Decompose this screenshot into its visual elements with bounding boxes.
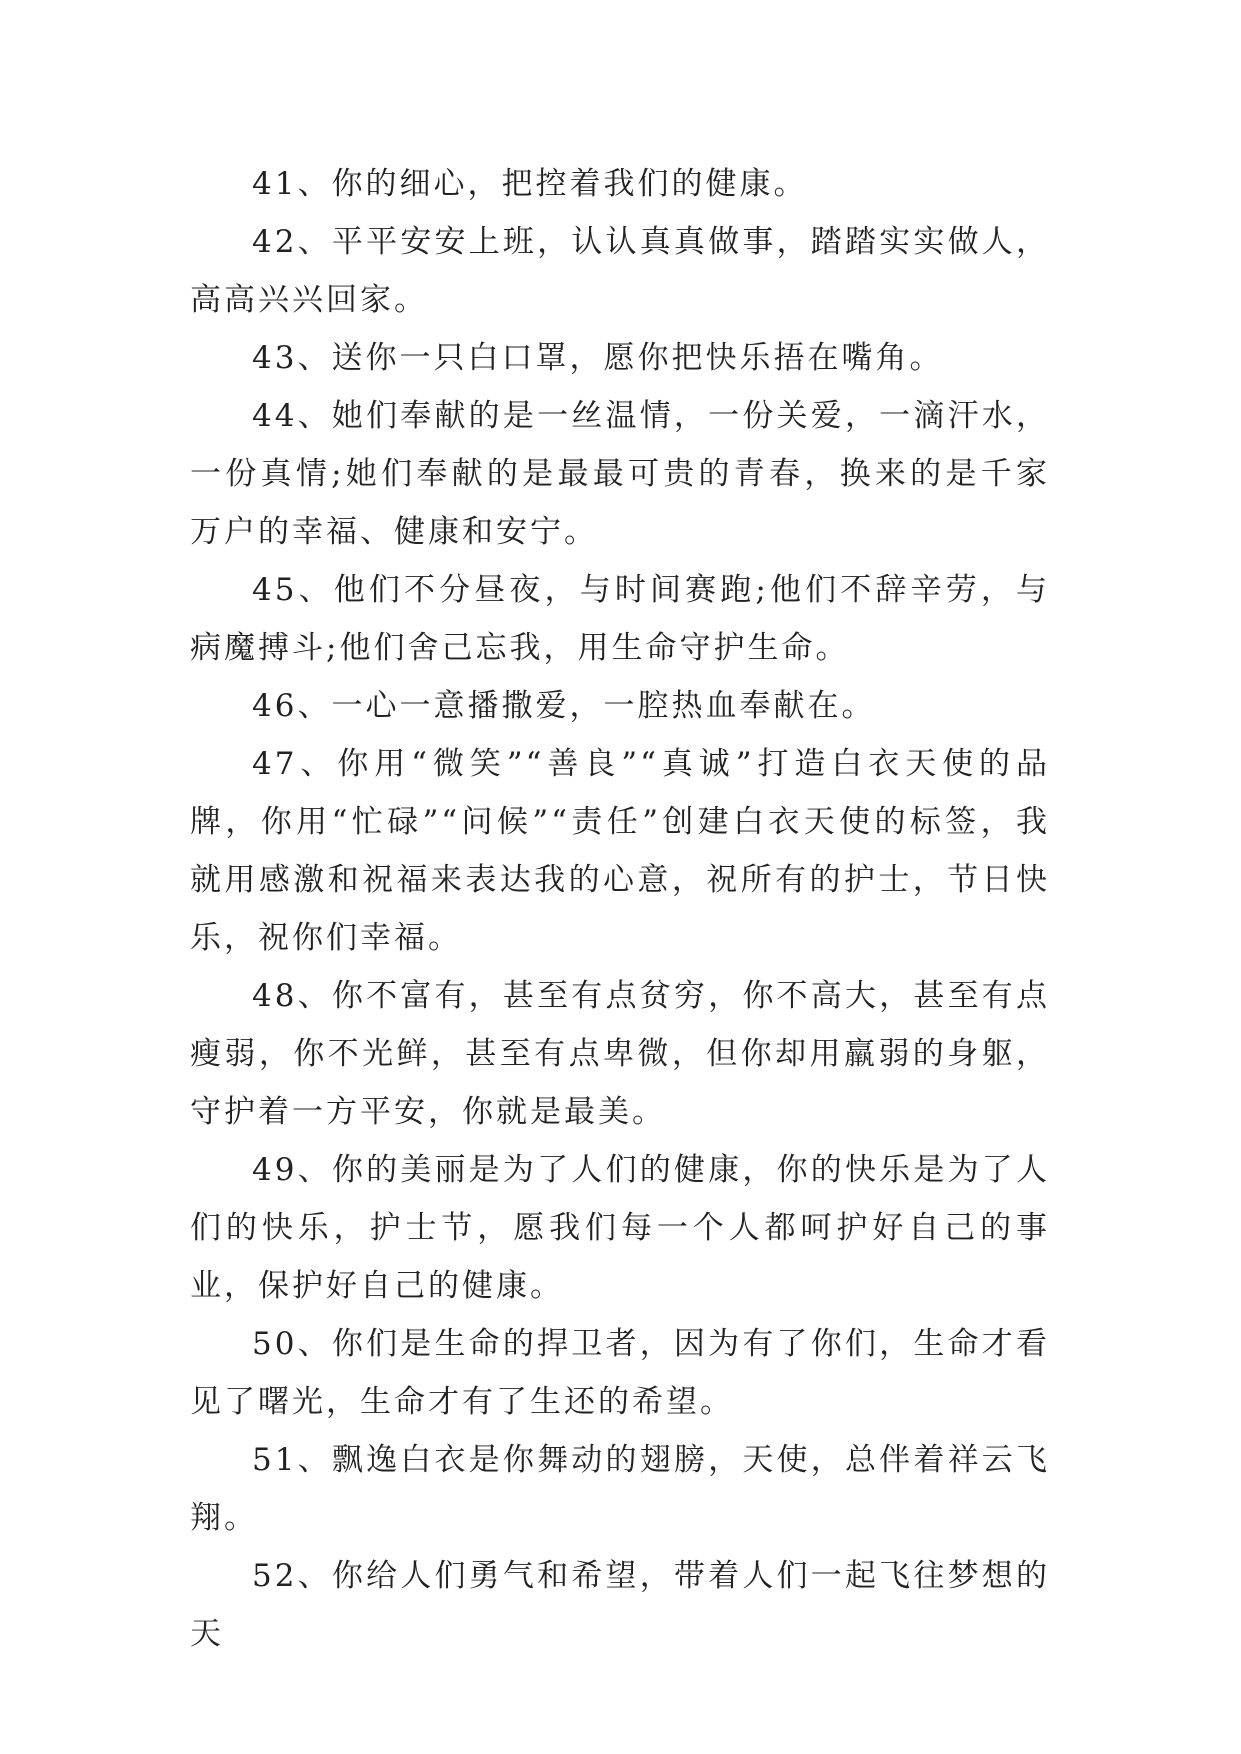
paragraph-50: 50、你们是生命的捍卫者，因为有了你们，生命才看见了曙光，生命才有了生还的希望。 (190, 1326, 1050, 1420)
paragraph-45: 45、他们不分昼夜，与时间赛跑;他们不辞辛劳，与病魔搏斗;他们舍己忘我，用生命守护生命。 (190, 572, 1050, 666)
paragraph-42: 42、平平安安上班，认认真真做事，踏踏实实做人，高高兴兴回家。 (190, 224, 1050, 318)
paragraph-51: 51、飘逸白衣是你舞动的翅膀，天使，总伴着祥云飞翔。 (190, 1442, 1050, 1536)
paragraph-43: 43、送你一只白口罩，愿你把快乐捂在嘴角。 (252, 340, 944, 376)
document-body (190, 155, 1050, 1663)
paragraph-49: 49、你的美丽是为了人们的健康，你的快乐是为了人们的快乐，护士节，愿我们每一个人都呵护好自己的事业，保护好自己的健康。 (190, 1152, 1050, 1304)
paragraph-52: 52、你给人们勇气和希望，带着人们一起飞往梦想的天 (190, 1558, 1050, 1652)
paragraph-41: 41、你的细心，把控着我们的健康。 (252, 166, 808, 202)
paragraph-47: 47、你用“微笑”“善良”“真诚”打造白衣天使的品牌，你用“忙碌”“问候”“责任”创建白衣天使的标签，我就用感激和祝福来表达我的心意，祝所有的护士，节日快乐，祝你们幸福。 (190, 746, 1050, 956)
paragraph-46: 46、一心一意播撒爱，一腔热血奉献在。 (252, 688, 876, 724)
paragraph-48: 48、你不富有，甚至有点贫穷，你不高大，甚至有点瘦弱，你不光鲜，甚至有点卑微，但你却用羸弱的身躯，守护着一方平安，你就是最美。 (190, 978, 1050, 1130)
paragraph-44: 44、她们奉献的是一丝温情，一份关爱，一滴汗水，一份真情;她们奉献的是最最可贵的青春，换来的是千家万户的幸福、健康和安宁。 (190, 398, 1050, 550)
